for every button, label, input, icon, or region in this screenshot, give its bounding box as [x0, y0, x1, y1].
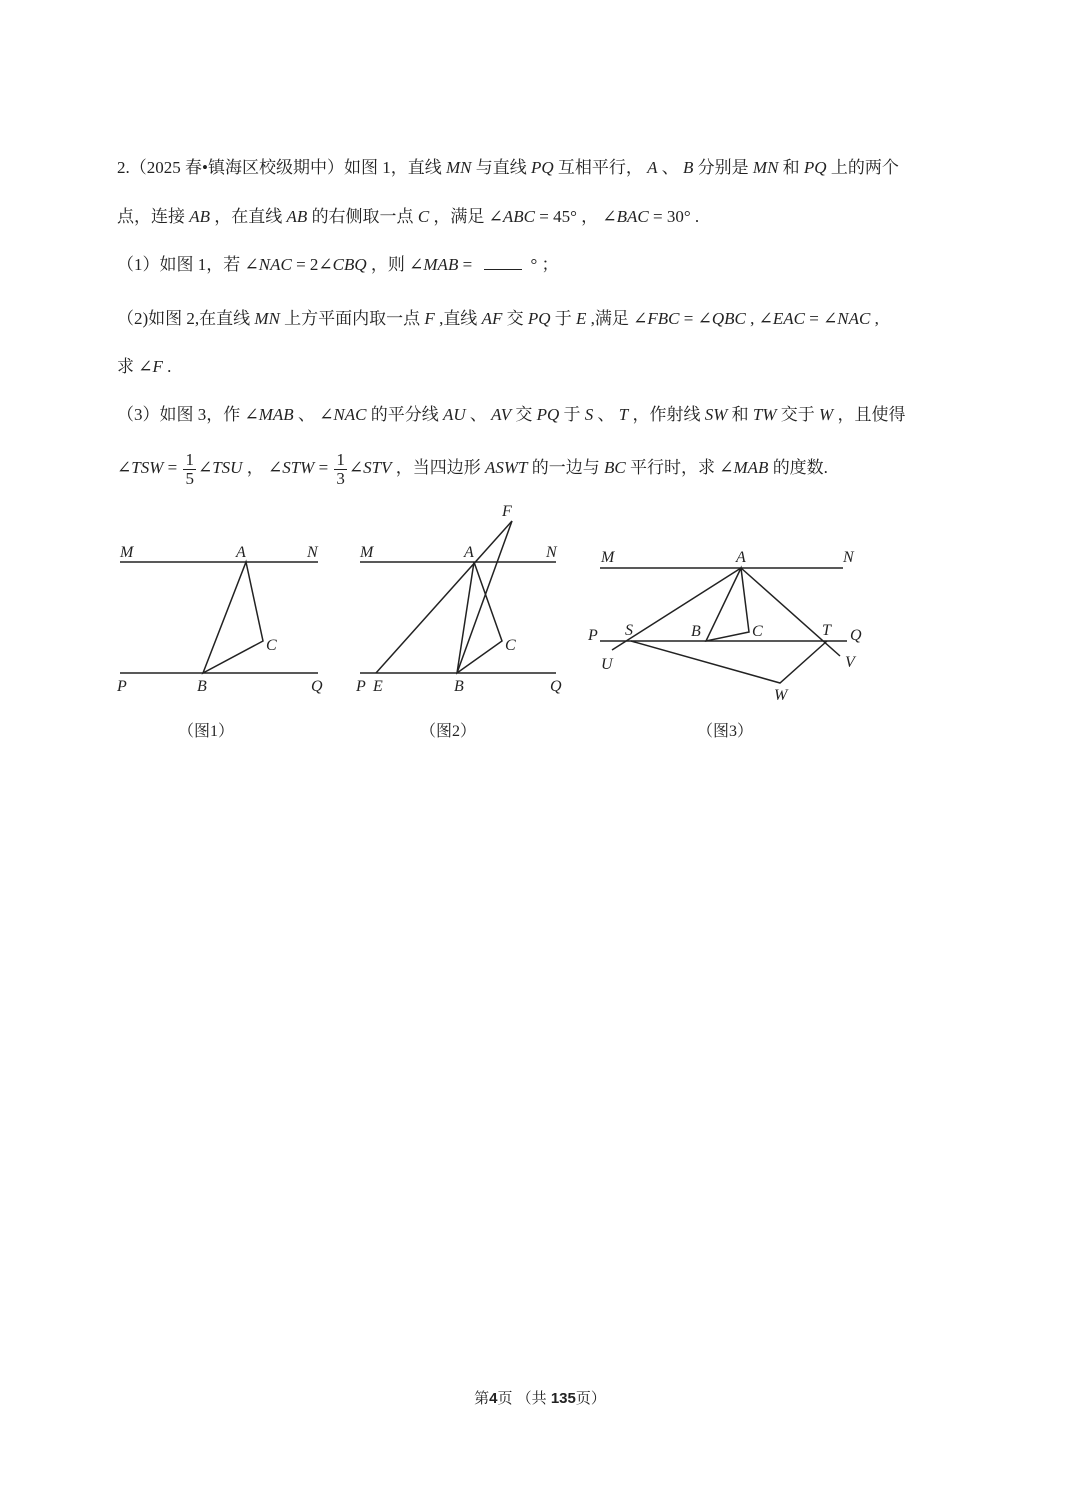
label-e: E [373, 678, 383, 695]
figure-2 [355, 503, 562, 695]
total-pages: 135 [550, 1390, 576, 1407]
label-c: C [266, 637, 277, 654]
label-a: A [464, 544, 474, 561]
figure-3 [587, 549, 862, 704]
problem-part-3: （3）如图 3，作 ∠MAB 、 ∠NAC 的平分线 AU 、 AV 交 PQ 于 S 、 T ，作射线 SW 和 TW 交于 W ，且使得 [117, 405, 906, 424]
caption-figure-1: （图1） [178, 723, 235, 740]
label-v: V [845, 654, 855, 671]
problem-part-1: （1）如图 1，若 ∠NAC = 2∠CBQ ，则 ∠MAB = ° ； [117, 255, 559, 274]
label-c: C [752, 623, 763, 640]
label-m: M [120, 544, 134, 561]
triangle-abc [203, 562, 263, 673]
label-a: A [736, 549, 746, 566]
label-q: Q [311, 678, 323, 695]
figure-1 [116, 544, 323, 695]
label-b: B [454, 678, 464, 695]
label-p: P [588, 627, 598, 644]
label-c: C [505, 637, 516, 654]
label-w: W [774, 687, 788, 704]
rays-sw-tw [631, 641, 827, 683]
label-q: Q [550, 678, 562, 695]
label-n: N [307, 544, 318, 561]
label-m: M [601, 549, 615, 566]
label-t: T [822, 622, 831, 639]
triangle-abc [706, 568, 749, 641]
label-f: F [502, 503, 512, 520]
problem-part-3b: ∠TSW = $\frac{1}{5}$ ∠TSU ， ∠STW = $\frac{1}{3}$ ∠STV ，当四边形 ASWT 的一边与 BC 平行时，求 ∠MAB 的度数. [117, 449, 828, 488]
label-n: N [546, 544, 557, 561]
caption-figure-2: （图2） [420, 723, 477, 740]
problem-part-2b: 求 ∠F . [117, 357, 172, 376]
label-a: A [236, 544, 246, 561]
problem-line-1: 2.（2025 春•镇海区校级期中）如图 1，直线 MN 与直线 PQ 互相平行， A 、 B 分别是 MN 和 PQ 上的两个 [117, 158, 899, 177]
fraction-one-fifth: $\frac{1}{5}$ [185, 449, 194, 488]
label-q: Q [850, 627, 862, 644]
problem-line-2: 点，连接 AB ，在直线 AB 的右侧取一点 C ，满足 ∠ABC = 45° ， ∠BAC = 30° . [117, 207, 700, 226]
fraction-one-third: $\frac{1}{3}$ [336, 449, 345, 488]
label-m: M [360, 544, 374, 561]
page-footer: 第4页 （共 135页） [474, 1390, 606, 1407]
label-p: P [356, 678, 366, 695]
label-b: B [691, 623, 701, 640]
caption-figure-3: （图3） [697, 723, 754, 740]
line-ef [376, 521, 512, 673]
problem-part-2: （2)如图 2,在直线 MN 上方平面内取一点 F ,直线 AF 交 PQ 于 E ,满足 ∠FBC = ∠QBC , ∠EAC = ∠NAC , [117, 309, 879, 328]
label-s: S [625, 622, 633, 639]
label-b: B [197, 678, 207, 695]
label-p: P [117, 678, 127, 695]
page-number: 4 [489, 1390, 498, 1407]
label-u: U [601, 656, 613, 673]
label-n: N [843, 549, 854, 566]
